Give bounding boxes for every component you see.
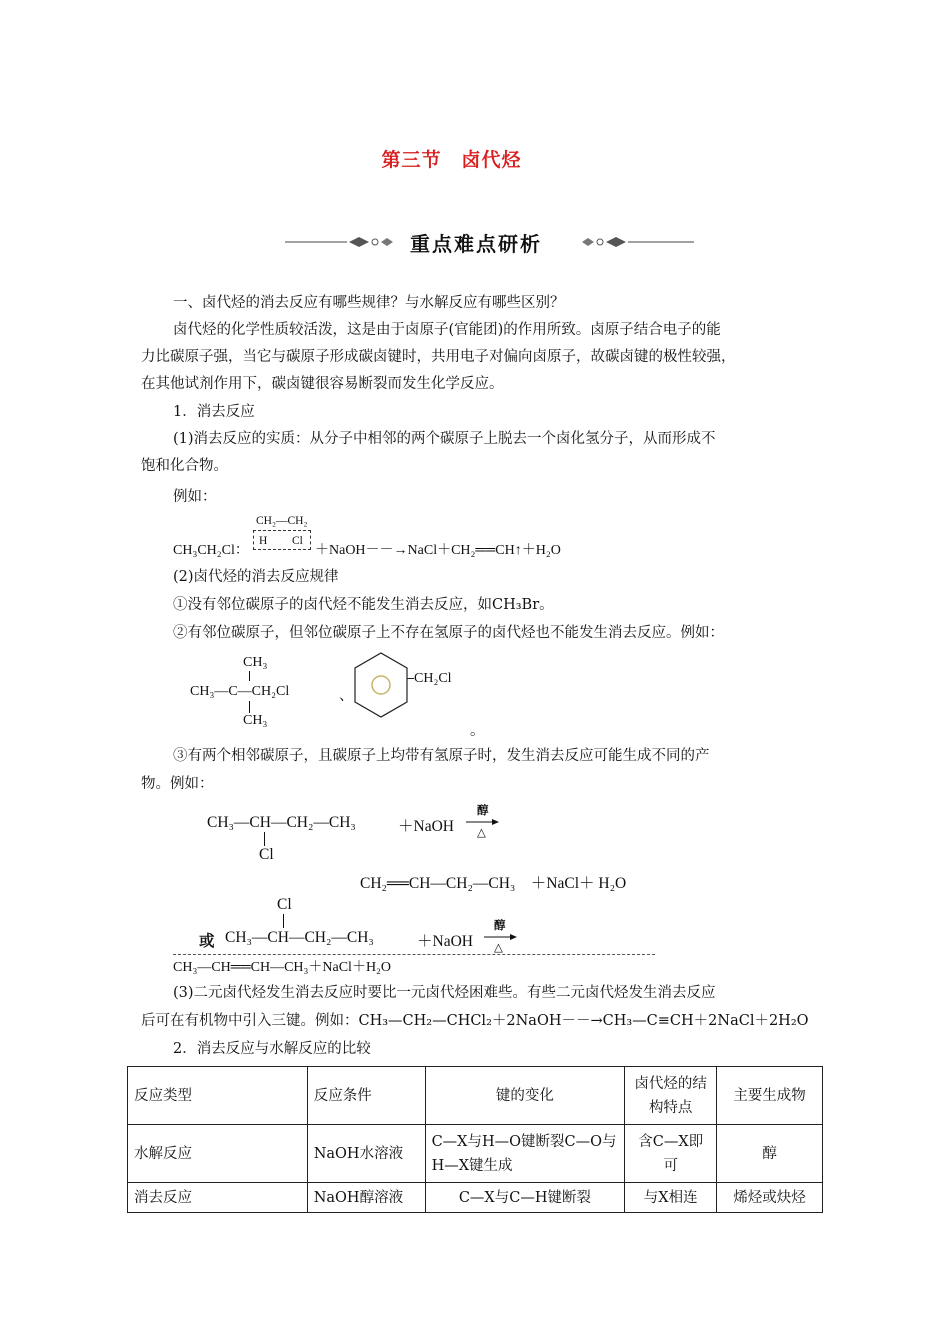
b2-condition-bottom: △ — [494, 942, 503, 954]
rule-2: ②有邻位碳原子，但邻位碳原子上不存在氢原子的卤代烃也不能发生消去反应。例如： — [173, 625, 724, 641]
table-cell: 含C—X即可 — [625, 1125, 717, 1183]
b2-products: CH₃—CH══CH—CH₃＋NaCl＋H₂O — [173, 960, 392, 975]
rule-1: ①没有邻位碳原子的卤代烃不能发生消去反应，如CH₃Br。 — [173, 597, 554, 613]
essence-line-2: 饱和化合物。 — [141, 458, 228, 474]
table-cell: 水解反应 — [128, 1125, 308, 1183]
section-heading: 重点难点研析 — [410, 232, 542, 256]
table-cell: NaOH醇溶液 — [307, 1183, 425, 1213]
table-header-row — [128, 1067, 823, 1125]
b1-reactant: CH₃—CH—CH₂—CH₃ — [207, 814, 356, 831]
header-cell: 反应条件 — [307, 1067, 425, 1125]
period: 。 — [470, 723, 485, 739]
r1-prefix: CH₃CH₂Cl： — [173, 543, 249, 558]
table-row — [128, 1125, 823, 1183]
page-title: 第三节 卤代烃 — [381, 149, 522, 171]
table-cell: 烯烃或炔烃 — [717, 1183, 823, 1213]
benzyl-bond — [407, 678, 414, 679]
b2-cl-bond — [283, 914, 284, 928]
intro-line-3: 在其他试剂作用下，碳卤键很容易断裂而发生化学反应。 — [141, 376, 504, 392]
neo-bond-up — [249, 671, 250, 681]
header-cell: 反应类型 — [128, 1067, 308, 1125]
dihalide-line-1: (3)二元卤代烃发生消去反应时要比一元卤代烃困难些。有些二元卤代烃发生消去反应 — [173, 985, 716, 1001]
question-heading: 一、卤代烃的消去反应有哪些规律？与水解反应有哪些区别？ — [173, 295, 565, 311]
header-cell: 主要生成物 — [717, 1067, 823, 1125]
comparison-table — [127, 1066, 823, 1213]
benzene-ring-icon — [350, 650, 412, 722]
b2-reactant: CH₃—CH—CH₂—CH₃ — [225, 929, 374, 946]
r1-top-chain: CH₂—CH₂ — [256, 515, 308, 527]
table-cell: NaOH水溶液 — [307, 1125, 425, 1183]
subheading-comparison: 2．消去反应与水解反应的比较 — [173, 1041, 371, 1057]
heading-ornament-left — [285, 232, 397, 252]
rule-3-line-1: ③有两个相邻碳原子，且碳原子上均带有氢原子时，发生消去反应可能生成不同的产 — [173, 748, 710, 764]
b1-products: CH₂══CH—CH₂—CH₃ ＋NaCl＋ H₂O — [360, 875, 627, 892]
b1-cl-bond — [264, 832, 265, 846]
intro-line-1: 卤代烃的化学性质较活泼，这是由于卤原子(官能团)的作用所致。卤原子结合电子的能 — [173, 322, 721, 338]
r1-cl: Cl — [292, 535, 303, 547]
table-cell: C—X与H—O键断裂C—O与H—X键生成 — [425, 1125, 625, 1183]
or-label: 或 — [199, 933, 215, 950]
heading-ornament-right — [580, 232, 696, 252]
b2-cl: Cl — [277, 896, 292, 913]
neo-bond-down — [249, 701, 250, 713]
intro-line-2: 力比碳原子强，当它与碳原子形成碳卤键时，共用电子对偏向卤原子，故碳卤键的极性较强， — [141, 349, 736, 365]
table-row — [128, 1183, 823, 1213]
rules-heading: (2)卤代烃的消去反应规律 — [173, 569, 339, 585]
neo-top-ch3: CH₃ — [243, 655, 268, 670]
b1-condition-top: 醇 — [477, 805, 489, 817]
neo-main-chain: CH₃—C—CH₂Cl — [190, 684, 290, 699]
table-cell: C—X与C—H键断裂 — [425, 1183, 625, 1213]
header-cell: 卤代烃的结构特点 — [625, 1067, 717, 1125]
neo-bottom-ch3: CH₃ — [243, 713, 268, 728]
dashed-divider — [173, 954, 655, 955]
table-cell: 醇 — [717, 1125, 823, 1183]
b1-cl: Cl — [259, 846, 274, 863]
essence-line-1: (1)消去反应的实质：从分子中相邻的两个碳原子上脱去一个卤化氢分子，从而形成不 — [173, 431, 716, 447]
benzyl-ch2cl: CH₂Cl — [414, 671, 452, 686]
subheading-elimination: 1．消去反应 — [173, 404, 255, 420]
r1-equation: ＋NaOH－－→NaCl＋CH₂══CH↑＋H₂O — [315, 543, 561, 558]
b1-condition-bottom: △ — [477, 827, 486, 839]
table-cell: 与X相连 — [625, 1183, 717, 1213]
comma: 、 — [339, 688, 354, 704]
header-cell: 键的变化 — [425, 1067, 625, 1125]
b1-reagent: ＋NaOH — [398, 818, 454, 835]
r1-h: H — [259, 535, 268, 547]
rule-3-line-2: 物。例如： — [141, 776, 214, 792]
b2-condition-top: 醇 — [494, 920, 506, 932]
table-cell: 消去反应 — [128, 1183, 308, 1213]
example-label: 例如： — [173, 489, 217, 505]
dihalide-line-2: 后可在有机物中引入三键。例如：CH₃—CH₂—CHCl₂＋2NaOH－－→CH₃—C≡CH＋2NaCl＋2H₂O — [141, 1013, 809, 1029]
b2-reagent: ＋NaOH — [417, 933, 473, 950]
